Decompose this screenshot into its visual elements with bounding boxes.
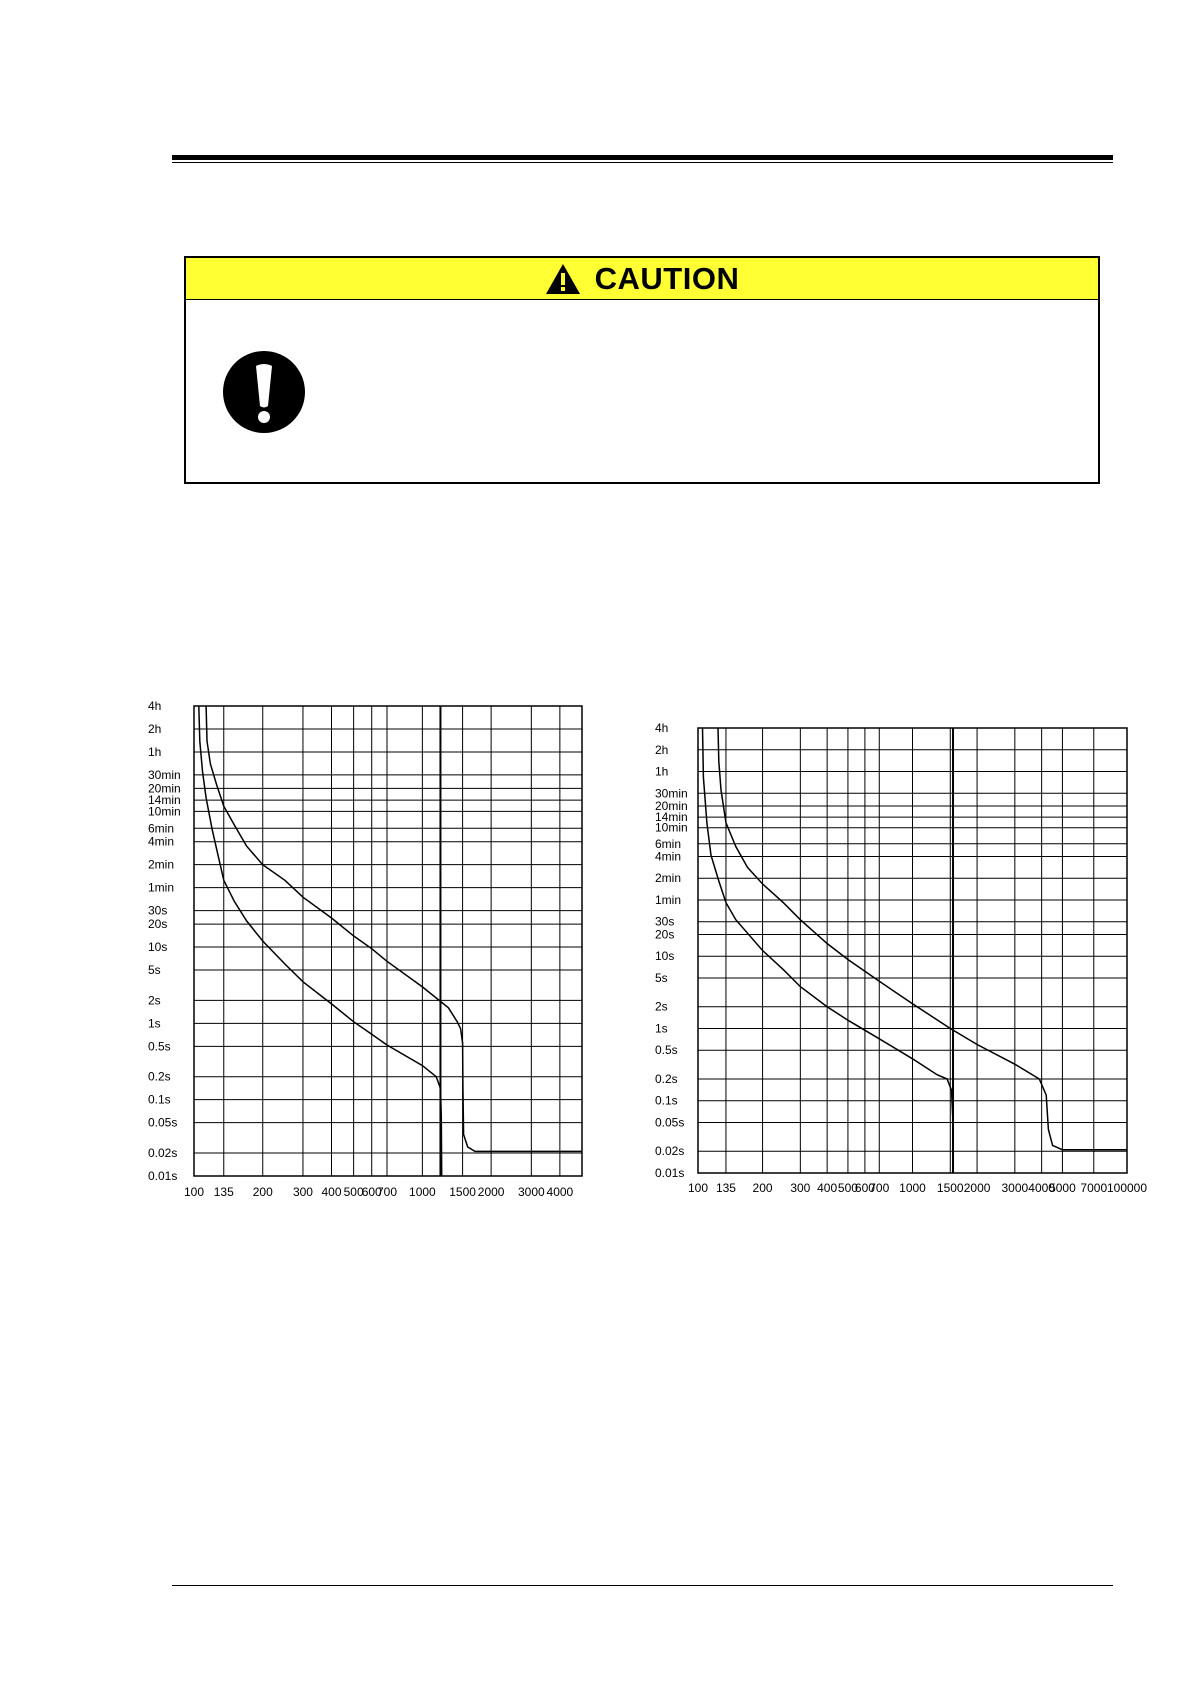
x-tick-label: 300 [292, 1185, 313, 1199]
y-tick-label: 10min [148, 804, 181, 819]
x-tick-label: 100000 [1106, 1181, 1148, 1195]
series-line-1 [718, 728, 1127, 1150]
x-tick-label: 600 [854, 1181, 875, 1195]
x-tick-label: 4000 [1028, 1181, 1055, 1195]
mandatory-action-icon [222, 350, 306, 434]
y-tick-label: 0.1s [148, 1092, 171, 1107]
y-tick-label: 0.05s [148, 1115, 178, 1130]
x-tick-label: 1500 [936, 1181, 964, 1195]
y-tick-label: 4min [655, 849, 682, 864]
x-tick-label: 200 [752, 1181, 773, 1195]
warning-triangle-icon [545, 263, 581, 295]
x-tick-label: 2000 [477, 1185, 505, 1199]
x-tick-label: 4000 [546, 1185, 574, 1199]
y-tick-label: 0.02s [655, 1144, 685, 1159]
y-tick-label: 2min [148, 857, 175, 872]
x-tick-label: 100 [687, 1181, 709, 1195]
y-tick-label: 10s [148, 940, 168, 955]
chart-left [140, 700, 600, 1210]
header-rule-thick [172, 155, 1113, 160]
y-tick-label: 0.02s [148, 1146, 178, 1161]
x-tick-label: 3000 [517, 1185, 545, 1199]
chart-grid [194, 706, 582, 1176]
y-tick-label: 30s [148, 903, 168, 918]
y-tick-label: 0.01s [148, 1169, 178, 1183]
y-tick-label: 20min [655, 798, 688, 813]
header-rule-thin [172, 162, 1113, 163]
y-tick-label: 0.05s [655, 1115, 685, 1130]
y-tick-label: 30s [655, 914, 675, 929]
x-tick-label: 1500 [449, 1185, 476, 1199]
y-tick-label: 0.2s [655, 1071, 678, 1086]
y-tick-label: 20min [148, 781, 181, 796]
x-tick-label: 100 [183, 1185, 205, 1199]
x-tick-label: 135 [213, 1185, 234, 1199]
y-tick-label: 10min [655, 820, 688, 835]
footer-rule [172, 1585, 1113, 1586]
y-tick-label: 1h [655, 764, 669, 779]
x-tick-label: 300 [790, 1181, 811, 1195]
y-tick-label: 0.01s [655, 1166, 685, 1180]
x-tick-label: 3000 [1001, 1181, 1029, 1195]
y-tick-label: 4h [148, 699, 162, 713]
y-tick-label: 4h [655, 721, 669, 735]
y-tick-label: 2s [655, 999, 668, 1014]
x-tick-label: 400 [321, 1185, 342, 1199]
caution-title: CAUTION [594, 260, 740, 296]
y-tick-label: 0.5s [655, 1043, 678, 1058]
caution-header [186, 258, 1098, 300]
y-tick-label: 0.5s [148, 1039, 171, 1054]
caution-box [184, 256, 1100, 484]
plot-frame [194, 706, 582, 1176]
y-tick-label: 2s [148, 993, 161, 1008]
series-line-2 [703, 728, 954, 1173]
y-tick-label: 0.1s [655, 1093, 678, 1108]
x-tick-label: 500 [837, 1181, 858, 1195]
chart-right-svg [655, 715, 1148, 1205]
y-tick-label: 1min [148, 880, 175, 895]
y-tick-label: 0.2s [148, 1069, 171, 1084]
y-tick-label: 5s [148, 963, 161, 978]
x-tick-label: 500 [343, 1185, 364, 1199]
x-tick-label: 200 [252, 1185, 273, 1199]
x-tick-label: 600 [361, 1185, 382, 1199]
y-tick-label: 14min [655, 810, 688, 825]
y-tick-label: 30min [148, 767, 181, 782]
x-tick-label: 2000 [963, 1181, 991, 1195]
x-tick-label: 700 [869, 1181, 890, 1195]
x-tick-label: 400 [817, 1181, 838, 1195]
y-tick-label: 20s [655, 927, 675, 942]
series-line-2 [199, 706, 442, 1176]
x-tick-label: 5000 [1049, 1181, 1076, 1195]
x-tick-label: 1000 [899, 1181, 926, 1195]
y-tick-label: 30min [655, 786, 688, 801]
x-tick-label: 1000 [409, 1185, 436, 1199]
chart-left-svg [140, 700, 600, 1210]
y-tick-label: 14min [148, 793, 181, 808]
chart-right [655, 715, 1148, 1205]
y-tick-label: 4min [148, 834, 175, 849]
y-tick-label: 1s [148, 1016, 161, 1031]
y-tick-label: 20s [148, 917, 168, 932]
y-tick-label: 6min [655, 836, 682, 851]
y-tick-label: 2h [148, 721, 162, 736]
y-tick-label: 10s [655, 949, 675, 964]
y-tick-label: 1h [148, 744, 162, 759]
x-tick-label: 700 [376, 1185, 398, 1199]
x-tick-label: 7000 [1080, 1181, 1108, 1195]
y-tick-label: 1min [655, 892, 682, 907]
y-tick-label: 5s [655, 970, 668, 985]
y-tick-label: 2min [655, 871, 682, 886]
x-tick-label: 135 [715, 1181, 736, 1195]
y-tick-label: 2h [655, 742, 669, 757]
y-tick-label: 1s [655, 1021, 668, 1036]
y-tick-label: 6min [148, 821, 175, 836]
